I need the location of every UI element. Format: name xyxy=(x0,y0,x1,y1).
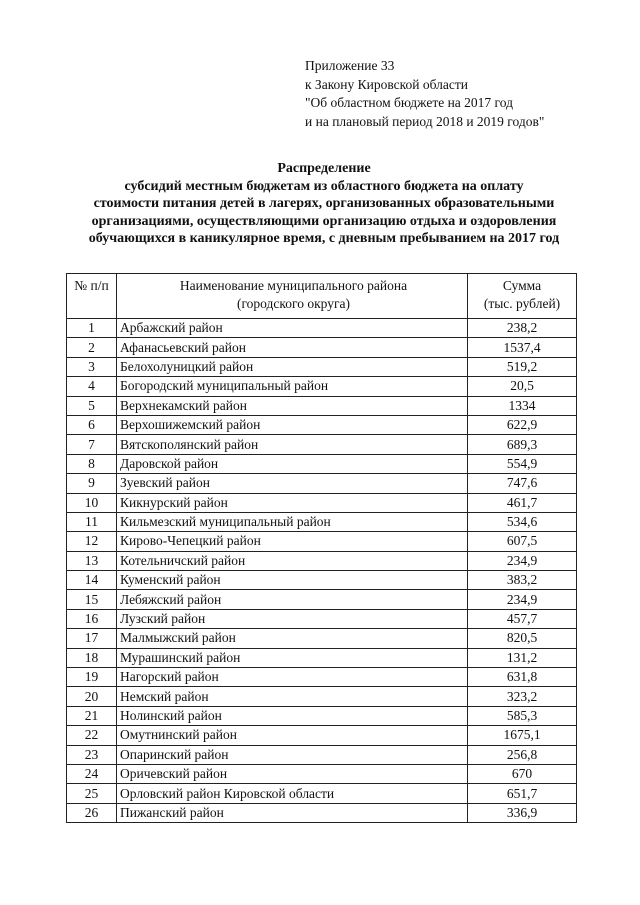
document-heading xyxy=(60,160,588,248)
row-number: 5 xyxy=(67,396,117,415)
row-district-name: Зуевский район xyxy=(117,474,468,493)
row-district-name: Арбажский район xyxy=(117,319,468,338)
row-sum: 670 xyxy=(468,764,577,783)
row-number: 11 xyxy=(67,512,117,531)
row-number: 24 xyxy=(67,764,117,783)
table-row xyxy=(67,377,577,396)
heading-line: субсидий местным бюджетам из областного бюджета на оплату xyxy=(124,178,524,194)
table-row xyxy=(67,668,577,687)
row-number: 22 xyxy=(67,726,117,745)
table-row xyxy=(67,609,577,628)
row-district-name: Лебяжский район xyxy=(117,590,468,609)
table-row xyxy=(67,784,577,803)
table-body xyxy=(67,319,577,823)
row-district-name: Опаринский район xyxy=(117,745,468,764)
row-sum: 689,3 xyxy=(468,435,577,454)
row-number: 2 xyxy=(67,338,117,357)
table-row xyxy=(67,338,577,357)
table-row xyxy=(67,474,577,493)
row-number: 12 xyxy=(67,532,117,551)
row-district-name: Белохолуницкий район xyxy=(117,357,468,376)
row-district-name: Орловский район Кировской области xyxy=(117,784,468,803)
row-district-name: Котельничский район xyxy=(117,551,468,570)
table-row xyxy=(67,493,577,512)
row-sum: 336,9 xyxy=(468,803,577,822)
row-district-name: Мурашинский район xyxy=(117,648,468,667)
row-number: 3 xyxy=(67,357,117,376)
row-number: 15 xyxy=(67,590,117,609)
appendix-line: и на плановый период 2018 и 2019 годов" xyxy=(305,113,545,129)
row-number: 8 xyxy=(67,454,117,473)
heading-line: организациями, осуществляющими организацию отдыха и оздоровления xyxy=(91,213,557,229)
header-sum-line1: Сумма xyxy=(502,278,542,293)
row-sum: 461,7 xyxy=(468,493,577,512)
table-row xyxy=(67,512,577,531)
row-number: 13 xyxy=(67,551,117,570)
header-sum xyxy=(468,274,577,319)
row-district-name: Даровской район xyxy=(117,454,468,473)
row-sum: 457,7 xyxy=(468,609,577,628)
row-number: 1 xyxy=(67,319,117,338)
row-sum: 519,2 xyxy=(468,357,577,376)
row-district-name: Лузский район xyxy=(117,609,468,628)
row-sum: 1537,4 xyxy=(468,338,577,357)
table-row xyxy=(67,415,577,434)
row-district-name: Омутнинский район xyxy=(117,726,468,745)
row-number: 16 xyxy=(67,609,117,628)
table-row xyxy=(67,764,577,783)
header-sum-line2: (тыс. рублей) xyxy=(483,296,561,311)
row-number: 14 xyxy=(67,571,117,590)
table-row xyxy=(67,803,577,822)
table-row xyxy=(67,357,577,376)
appendix-line: Приложение 33 xyxy=(305,58,395,73)
row-number: 20 xyxy=(67,687,117,706)
row-number: 4 xyxy=(67,377,117,396)
table-row xyxy=(67,435,577,454)
header-number: № п/п xyxy=(67,274,117,319)
row-district-name: Вятскополянский район xyxy=(117,435,468,454)
row-sum: 234,9 xyxy=(468,590,577,609)
row-number: 10 xyxy=(67,493,117,512)
row-number: 26 xyxy=(67,803,117,822)
row-sum: 20,5 xyxy=(468,377,577,396)
row-number: 6 xyxy=(67,415,117,434)
row-sum: 585,3 xyxy=(468,706,577,725)
row-sum: 131,2 xyxy=(468,648,577,667)
row-number: 25 xyxy=(67,784,117,803)
row-sum: 651,7 xyxy=(468,784,577,803)
table-row xyxy=(67,687,577,706)
row-district-name: Кирово-Чепецкий район xyxy=(117,532,468,551)
row-district-name: Богородский муниципальный район xyxy=(117,377,468,396)
table-row xyxy=(67,551,577,570)
row-number: 21 xyxy=(67,706,117,725)
row-district-name: Кильмезский муниципальный район xyxy=(117,512,468,531)
heading-line: стоимости питания детей в лагерях, организованных образовательными xyxy=(93,196,555,211)
row-sum: 820,5 xyxy=(468,629,577,648)
appendix-reference xyxy=(305,57,544,131)
table-row xyxy=(67,319,577,338)
table-row xyxy=(67,532,577,551)
header-name-line1: Наименование муниципального района xyxy=(179,278,408,293)
row-sum: 383,2 xyxy=(468,571,577,590)
row-sum: 534,6 xyxy=(468,512,577,531)
appendix-line: "Об областном бюджете на 2017 год xyxy=(305,95,513,110)
row-sum: 256,8 xyxy=(468,745,577,764)
row-sum: 554,9 xyxy=(468,454,577,473)
row-sum: 1334 xyxy=(468,396,577,415)
row-sum: 1675,1 xyxy=(468,726,577,745)
table-row xyxy=(67,396,577,415)
row-sum: 238,2 xyxy=(468,319,577,338)
row-sum: 323,2 xyxy=(468,687,577,706)
row-district-name: Немский район xyxy=(117,687,468,706)
row-number: 23 xyxy=(67,745,117,764)
row-district-name: Верхошижемский район xyxy=(117,415,468,434)
table-row xyxy=(67,629,577,648)
table-row xyxy=(67,648,577,667)
table-row xyxy=(67,454,577,473)
appendix-line: к Закону Кировской области xyxy=(305,76,469,92)
heading-title: Распределение xyxy=(277,161,371,176)
row-district-name: Нолинский район xyxy=(117,706,468,725)
row-sum: 234,9 xyxy=(468,551,577,570)
row-sum: 622,9 xyxy=(468,415,577,434)
header-name xyxy=(117,274,468,319)
row-district-name: Афанасьевский район xyxy=(117,338,468,357)
row-district-name: Пижанский район xyxy=(117,803,468,822)
row-district-name: Верхнекамский район xyxy=(117,396,468,415)
row-number: 7 xyxy=(67,435,117,454)
row-number: 18 xyxy=(67,648,117,667)
table-header-row xyxy=(67,274,577,319)
table-row xyxy=(67,745,577,764)
row-district-name: Малмыжский район xyxy=(117,629,468,648)
table-row xyxy=(67,571,577,590)
row-sum: 747,6 xyxy=(468,474,577,493)
row-sum: 607,5 xyxy=(468,532,577,551)
row-district-name: Кикнурский район xyxy=(117,493,468,512)
header-name-line2: (городского округа) xyxy=(236,296,351,311)
row-number: 17 xyxy=(67,629,117,648)
table-row xyxy=(67,590,577,609)
row-number: 9 xyxy=(67,474,117,493)
row-district-name: Оричевский район xyxy=(117,764,468,783)
row-district-name: Нагорский район xyxy=(117,668,468,687)
table-row xyxy=(67,706,577,725)
row-district-name: Куменский район xyxy=(117,571,468,590)
row-sum: 631,8 xyxy=(468,668,577,687)
table-row xyxy=(67,726,577,745)
subsidy-table xyxy=(66,273,577,823)
heading-line: обучающихся в каникулярное время, с дневным пребыванием на 2017 год xyxy=(88,231,560,246)
row-number: 19 xyxy=(67,668,117,687)
